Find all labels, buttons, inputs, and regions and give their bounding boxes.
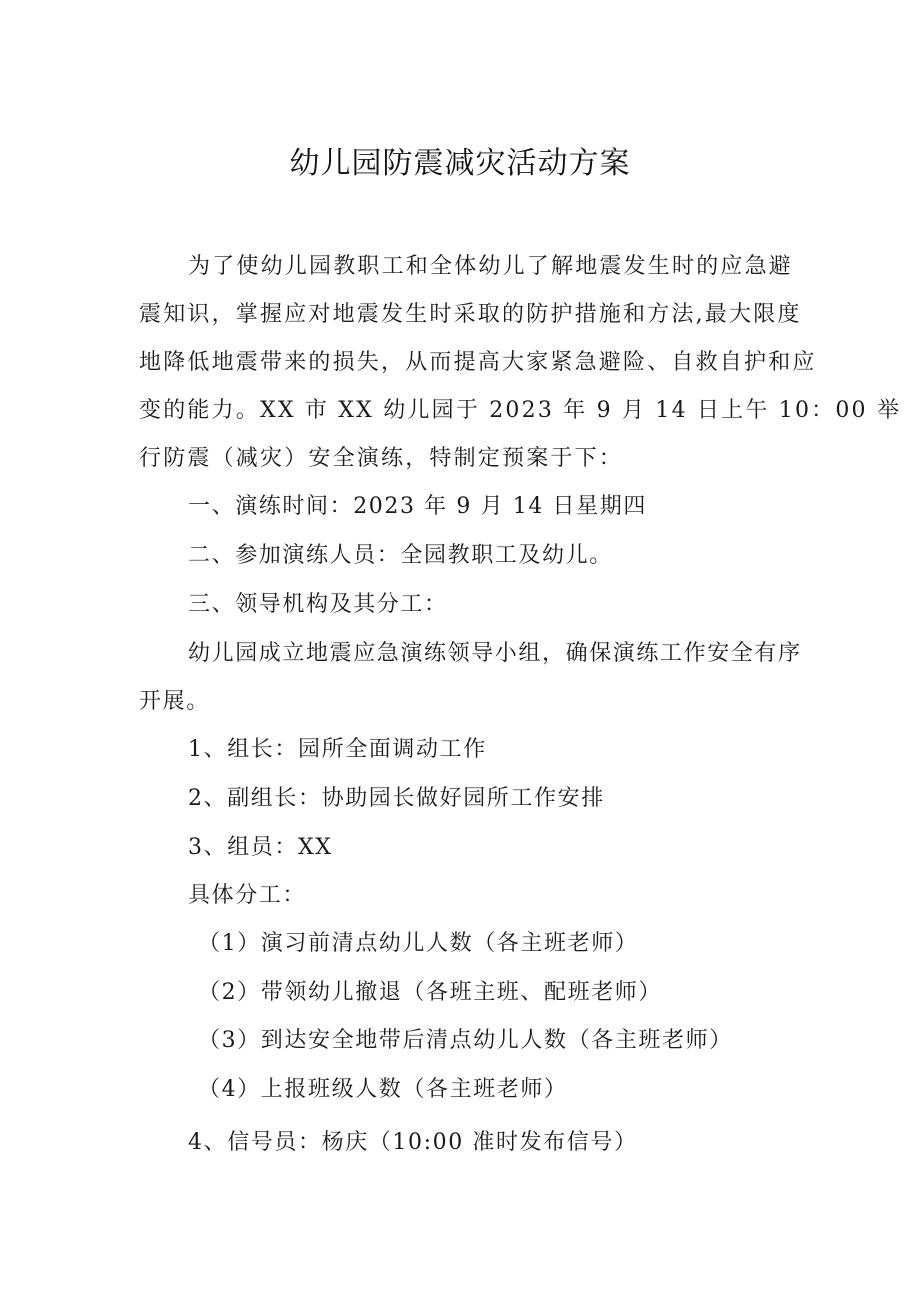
division-item: （2）带领幼儿撤退（各班主班、配班老师） xyxy=(198,980,662,1005)
intro-line: 行防震（减灾）安全演练，特制定预案于下： xyxy=(139,446,624,471)
role-item: 3、组员：XX xyxy=(188,835,333,860)
signal-officer: 4、信号员：杨庆（10:00 准时发布信号） xyxy=(188,1130,638,1155)
division-heading: 具体分工： xyxy=(188,883,307,908)
section-participants: 二、参加演练人员：全园教职工及幼儿。 xyxy=(188,543,613,568)
role-item: 1、组长：园所全面调动工作 xyxy=(188,737,487,762)
section-drill-time: 一、演练时间：2023 年 9 月 14 日星期四 xyxy=(188,494,647,519)
division-item: （4）上报班级人数（各主班老师） xyxy=(198,1077,568,1102)
leadership-line: 开展。 xyxy=(139,689,210,714)
division-item: （1）演习前清点幼儿人数（各主班老师） xyxy=(198,931,639,956)
intro-line: 地降低地震带来的损失，从而提高大家紧急避险、自救自护和应 xyxy=(139,350,817,375)
intro-line: 变的能力。XX 市 XX 幼儿园于 2023 年 9 月 14 日上午 10：00 举 xyxy=(139,398,902,423)
leadership-line: 幼儿园成立地震应急演练领导小组，确保演练工作安全有序 xyxy=(188,641,802,666)
intro-line: 震知识，掌握应对地震发生时采取的防护措施和方法,最大限度 xyxy=(139,302,802,327)
division-item: （3）到达安全地带后清点幼儿人数（各主班老师） xyxy=(198,1028,733,1053)
role-item: 2、副组长：协助园长做好园所工作安排 xyxy=(188,786,605,811)
intro-line: 为了使幼儿园教职工和全体幼儿了解地震发生时的应急避 xyxy=(188,254,794,279)
document-title: 幼儿园防震减灾活动方案 xyxy=(289,146,631,181)
section-leadership-heading: 三、领导机构及其分工： xyxy=(188,592,448,617)
